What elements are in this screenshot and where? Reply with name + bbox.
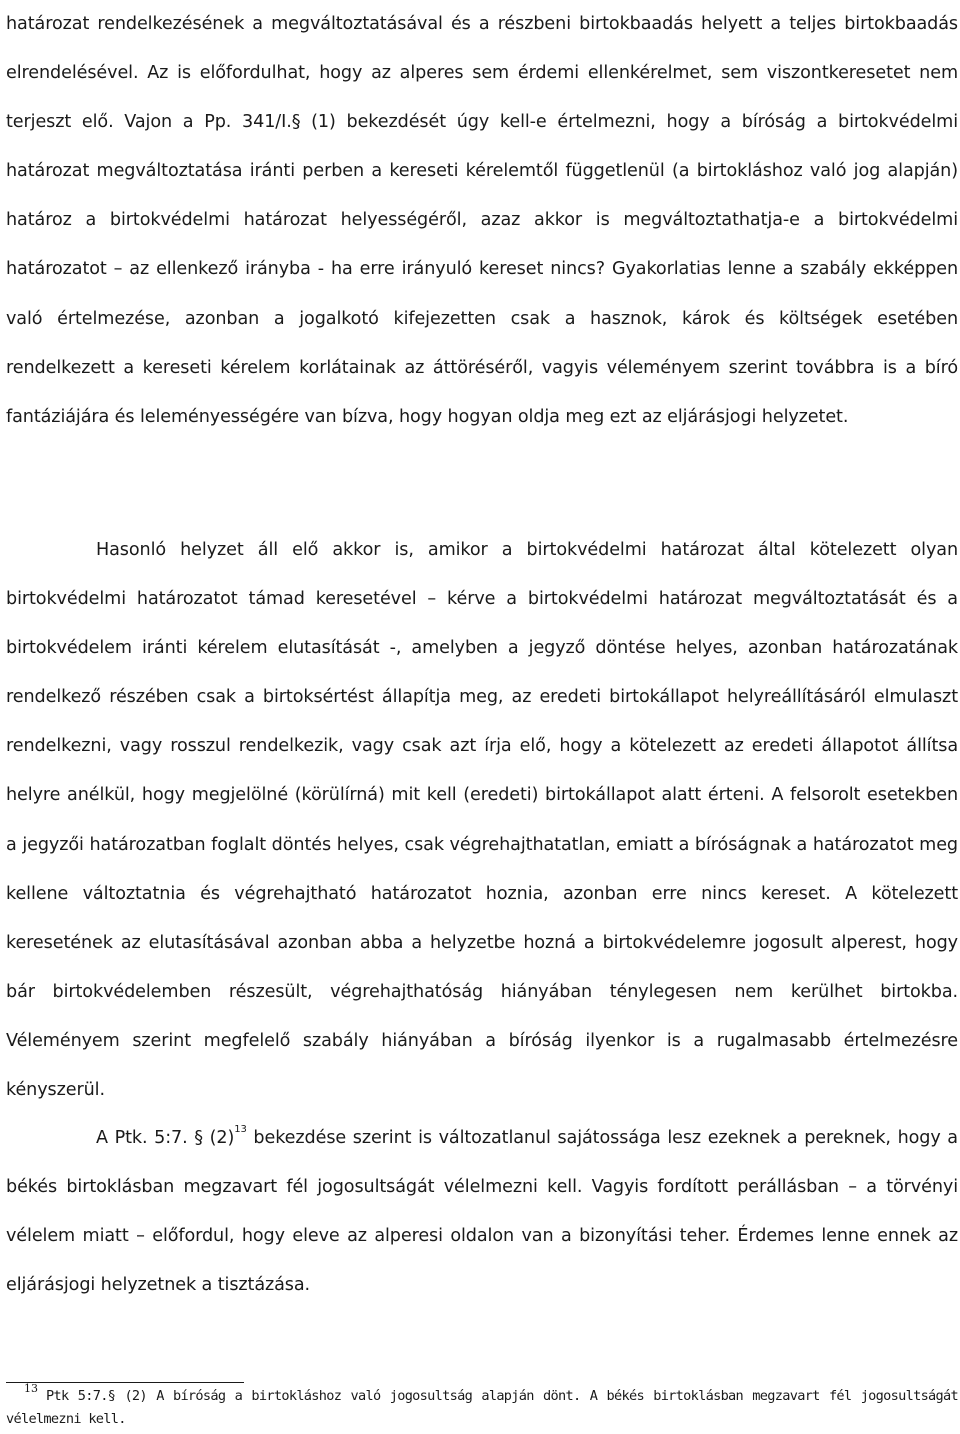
- paragraph-1: határozat rendelkezésének a megváltoztatásával és a részbeni birtokbaadás helyett a teljes birtokbaadás elrendelésével. Az is előfordulhat, hogy az alperes sem érdemi ellenkérelmet, sem viszontkeresetet nem terjeszt elő. Vajon a Pp. 341/I.§ (1) bekezdését úgy kell-e értelmezni, hogy a bíróság a birtokvédelmi határozat megváltoztatása iránti perben a kereseti kérelemtől függetlenül (a birtokláshoz való jog alapján) határoz a birtokvédelmi határozat helyességéről, azaz akkor is megváltoztathatja-e a birtokvédelmi határozatot – az ellenkező irányba - ha erre irányuló kereset nincs? Gyakorlatias lenne a szabály ekképpen való értelmezése, azonban a jogalkotó kifejezetten csak a hasznok, károk és költségek esetében rendelkezett a kereseti kérelem korlátainak az áttöréséről, vagyis véleményem szerint továbbra is a bíró fantáziájára és leleményességére van bízva, hogy hogyan oldja meg ezt az eljárásjogi helyzetet.: [6, 14, 958, 427]
- footnote-reference[interactable]: 13: [234, 1124, 247, 1136]
- footnote-text: Ptk 5:7.§ (2) A bíróság a birtokláshoz való jogosultság alapján dönt. A békés birtoklásban megzavart fél jogosultságát vélelmezni kell.: [6, 1388, 958, 1427]
- footnote: [6, 1382, 958, 1430]
- paragraph-3-start: A Ptk. 5:7. § (2): [96, 1128, 235, 1148]
- footnote-number: 13: [24, 1382, 38, 1395]
- footnote-separator: [6, 1382, 244, 1383]
- paragraph-3: [6, 1114, 958, 1310]
- paragraph-2: Hasonló helyzet áll elő akkor is, amikor a birtokvédelmi határozat által kötelezett olyan birtokvédelmi határozatot támad keresetével – kérve a birtokvédelmi határozat megváltoztatását és a birtokvédelem iránti kérelem elutasítását -, amelyben a jegyző döntése helyes, azonban határozatának rendelkező részében csak a birtoksértést állapítja meg, az eredeti birtokállapot helyreállításáról elmulaszt rendelkezni, vagy rosszul rendelkezik, vagy csak azt írja elő, hogy a kötelezett az eredeti állapotot állítsa helyre anélkül, hogy megjelölné (körülírná) mit kell (eredeti) birtokállapot alatt érteni. A felsorolt esetekben a jegyzői határozatban foglalt döntés helyes, csak végrehajthatatlan, emiatt a bíróságnak a határozatot meg kellene változtatnia és végrehajtható határozatot hoznia, azonban erre nincs kereset. A kötelezett keresetének az elutasításával azonban abba a helyzetbe hozná a birtokvédelemre jogosult alperest, hogy bár birtokvédelemben részesült, végrehajthatóság hiányában ténylegesen nem kerülhet birtokba. Véleményem szerint megfelelő szabály hiányában a bíróság ilyenkor is a rugalmasabb értelmezésre kényszerül.: [6, 540, 958, 1101]
- paragraph-3-rest: bekezdése szerint is változatlanul sajátossága lesz ezeknek a pereknek, hogy a békés birtoklásban megzavart fél jogosultságát vélelmezni kell. Vagyis fordított perállásban – a törvényi vélelem miatt – előfordul, hogy eleve az alperesi oldalon van a bizonyítási teher. Érdemes lenne ennek az eljárásjogi helyzetnek a tisztázása.: [6, 1128, 958, 1296]
